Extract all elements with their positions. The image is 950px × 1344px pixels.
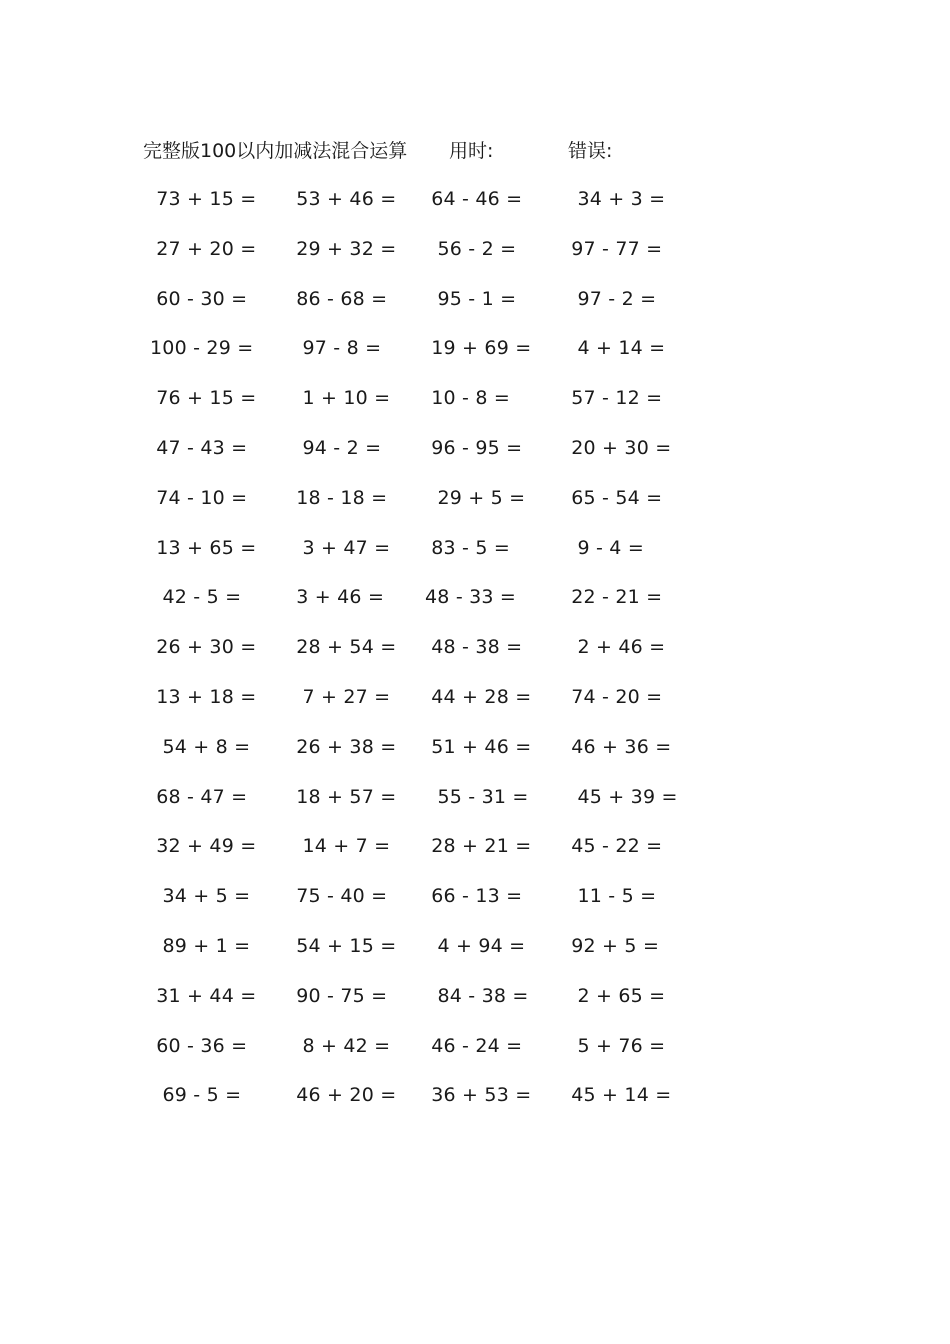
math-problem: 47 - 43 = <box>150 436 248 459</box>
math-problem: 29 + 5 = <box>425 486 526 509</box>
math-problem: 28 + 54 = <box>290 636 397 659</box>
problem-row <box>0 831 950 881</box>
math-problem: 26 + 30 = <box>150 636 257 659</box>
errors-label: 错误: <box>568 140 613 162</box>
math-problem: 4 + 94 = <box>425 934 526 957</box>
problem-row <box>0 433 950 483</box>
problem-row <box>0 284 950 334</box>
math-problem: 76 + 15 = <box>150 387 257 410</box>
problem-row <box>0 483 950 533</box>
time-label: 用时: <box>449 140 494 162</box>
math-problem: 84 - 38 = <box>425 984 529 1007</box>
math-problem: 45 + 14 = <box>565 1084 672 1107</box>
problem-row <box>0 582 950 632</box>
math-problem: 46 + 20 = <box>290 1084 397 1107</box>
math-problem: 7 + 27 = <box>290 685 391 708</box>
math-problem: 29 + 32 = <box>290 237 397 260</box>
math-problem: 68 - 47 = <box>150 785 248 808</box>
math-problem: 56 - 2 = <box>425 237 517 260</box>
math-problem: 45 - 22 = <box>565 835 663 858</box>
math-problem: 66 - 13 = <box>425 885 523 908</box>
math-problem: 1 + 10 = <box>290 387 391 410</box>
math-problem: 4 + 14 = <box>565 337 666 360</box>
math-problem: 36 + 53 = <box>425 1084 532 1107</box>
problem-grid <box>0 184 950 1130</box>
math-problem: 34 + 3 = <box>565 188 666 210</box>
math-problem: 48 - 38 = <box>425 636 523 659</box>
problem-row <box>0 881 950 931</box>
math-problem: 8 + 42 = <box>290 1034 391 1057</box>
math-problem: 27 + 20 = <box>150 237 257 260</box>
math-problem: 18 - 18 = <box>290 486 388 509</box>
problem-row <box>0 333 950 383</box>
problem-row <box>0 234 950 284</box>
math-problem: 18 + 57 = <box>290 785 397 808</box>
math-problem: 69 - 5 = <box>150 1084 242 1107</box>
math-problem: 97 - 77 = <box>565 237 663 260</box>
math-problem: 100 - 29 = <box>150 337 254 360</box>
math-problem: 28 + 21 = <box>425 835 532 858</box>
problem-row <box>0 383 950 433</box>
problem-row <box>0 533 950 583</box>
math-problem: 86 - 68 = <box>290 287 388 310</box>
math-problem: 97 - 8 = <box>290 337 382 360</box>
problem-row <box>0 981 950 1031</box>
math-problem: 54 + 8 = <box>150 735 251 758</box>
math-problem: 19 + 69 = <box>425 337 532 360</box>
math-problem: 92 + 5 = <box>565 934 660 957</box>
math-problem: 42 - 5 = <box>150 586 242 609</box>
math-problem: 75 - 40 = <box>290 885 388 908</box>
math-problem: 94 - 2 = <box>290 436 382 459</box>
math-problem: 90 - 75 = <box>290 984 388 1007</box>
math-problem: 73 + 15 = <box>150 188 257 210</box>
problem-row <box>0 632 950 682</box>
math-problem: 96 - 95 = <box>425 436 523 459</box>
math-problem: 34 + 5 = <box>150 885 251 908</box>
math-problem: 46 - 24 = <box>425 1034 523 1057</box>
math-problem: 89 + 1 = <box>150 934 251 957</box>
worksheet-title: 完整版100以内加减法混合运算 <box>143 140 408 162</box>
problem-row <box>0 782 950 832</box>
problem-row <box>0 732 950 782</box>
math-problem: 20 + 30 = <box>565 436 672 459</box>
math-problem: 51 + 46 = <box>425 735 532 758</box>
math-problem: 2 + 65 = <box>565 984 666 1007</box>
math-problem: 97 - 2 = <box>565 287 657 310</box>
math-problem: 9 - 4 = <box>565 536 644 559</box>
math-problem: 65 - 54 = <box>565 486 663 509</box>
math-problem: 26 + 38 = <box>290 735 397 758</box>
math-problem: 45 + 39 = <box>565 785 678 808</box>
math-problem: 13 + 18 = <box>150 685 257 708</box>
math-problem: 54 + 15 = <box>290 934 397 957</box>
math-problem: 5 + 76 = <box>565 1034 666 1057</box>
math-problem: 83 - 5 = <box>425 536 510 559</box>
math-problem: 22 - 21 = <box>565 586 663 609</box>
math-problem: 32 + 49 = <box>150 835 257 858</box>
math-problem: 53 + 46 = <box>290 188 397 210</box>
math-problem: 64 - 46 = <box>425 188 523 210</box>
math-problem: 95 - 1 = <box>425 287 517 310</box>
problem-row <box>0 931 950 981</box>
math-problem: 74 - 20 = <box>565 685 663 708</box>
worksheet-header <box>0 137 950 165</box>
math-problem: 11 - 5 = <box>565 885 657 908</box>
math-problem: 48 - 33 = <box>425 586 517 609</box>
problem-row <box>0 682 950 732</box>
math-problem: 3 + 47 = <box>290 536 391 559</box>
math-problem: 44 + 28 = <box>425 685 532 708</box>
problem-row <box>0 184 950 234</box>
math-problem: 3 + 46 = <box>290 586 385 609</box>
math-problem: 14 + 7 = <box>290 835 391 858</box>
math-problem: 13 + 65 = <box>150 536 257 559</box>
math-problem: 2 + 46 = <box>565 636 666 659</box>
problem-row <box>0 1031 950 1081</box>
problem-row <box>0 1080 950 1130</box>
math-problem: 55 - 31 = <box>425 785 529 808</box>
math-problem: 10 - 8 = <box>425 387 510 410</box>
math-problem: 31 + 44 = <box>150 984 257 1007</box>
math-problem: 46 + 36 = <box>565 735 672 758</box>
math-problem: 60 - 36 = <box>150 1034 248 1057</box>
math-problem: 74 - 10 = <box>150 486 248 509</box>
math-problem: 60 - 30 = <box>150 287 248 310</box>
math-problem: 57 - 12 = <box>565 387 663 410</box>
